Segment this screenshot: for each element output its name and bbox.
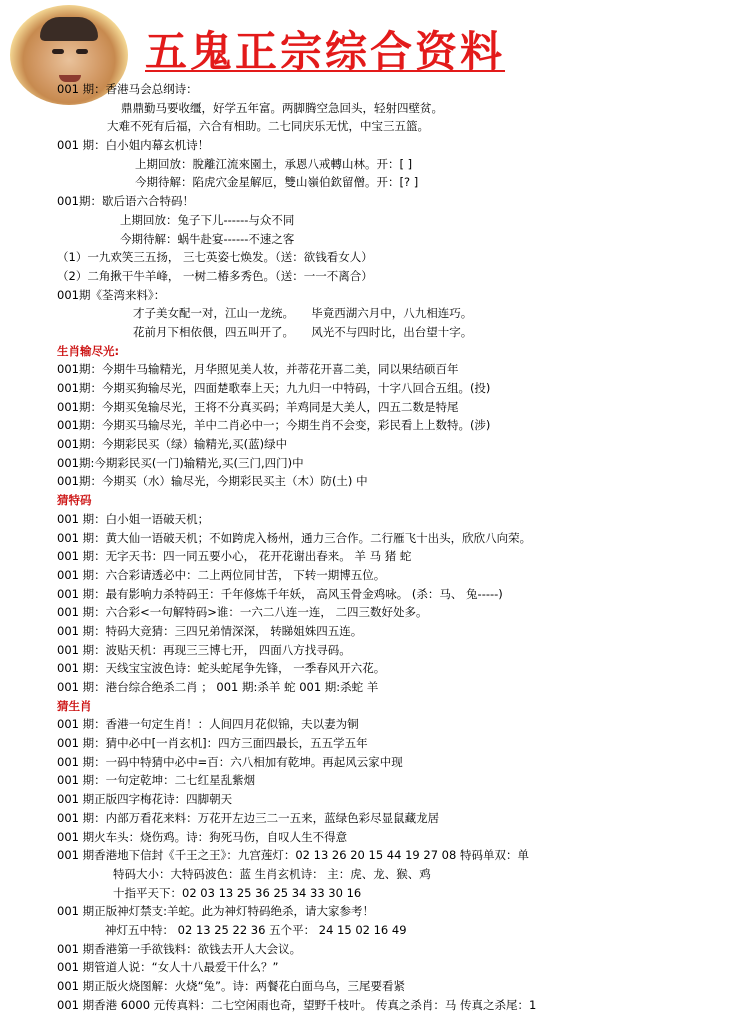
avatar-hair [40,17,98,41]
text-line: 001 期：白小姐内幕玄机诗！ [57,138,210,153]
avatar-right-eye [76,49,88,54]
text-line: 001 期：猜中必中[一肖玄机]：四方三面四最长，五五学五年 [57,736,368,751]
text-line: 001期：今期买马输尽光，羊中二肖必中一；今期生肖不会变，彩民看上上数特。(涉) [57,418,491,433]
text-line: 大难不死有后福，六合有相助。二七同庆乐无忧，中宝三五篮。 [107,119,429,134]
text-line: 001 期：香港一句定生肖！：人间四月花似锦，夫以妻为铜 [57,717,359,732]
section-heading: 生肖输尽光: [57,343,120,358]
text-line: 001 期：香港马会总纲诗： [57,82,198,96]
text-line: 今期待解：陷虎穴金星解厄，雙山嶺伯欽留僧。开：[? ] [135,175,419,190]
text-line: 001期：今期买兔输尽光，王将不分真买码；羊鸡同是大美人，四五二数是特尾 [57,399,459,414]
text-line: 001期:今期彩民买(一门)输精光,买(三门,四门)中 [57,455,304,470]
text-line: 特码大小：大特码波色：蓝 生肖玄机诗： 主：虎、龙、猴、鸡 [113,866,431,881]
text-line: 001 期：最有影响力杀特码王：千年修炼千年妖， 高风玉骨金鸡咏。 (杀：马、 兔-----) [57,586,503,601]
text-line: 今期待解：蜗牛赴宴------不速之客 [120,231,295,246]
text-line: 001 期管道人说：“女人十八最爱干什么？” [57,960,279,975]
text-line: 001 期正版四字梅花诗：四脚朝天 [57,792,233,807]
content-body [57,80,737,1014]
text-line: 001 期火车头：烧伤鸡。诗：狗死马伤，自叹人生不得意 [57,829,348,844]
text-line: 001 期：六合彩<一句解特码>谁：一六二八连一连， 二四三数好处多。 [57,605,428,620]
text-line: 001 期：六合彩请透必中：二上两位同甘苦， 下转一期博五位。 [57,567,386,582]
text-line: 001 期：黄大仙一语破天机；不如跨虎入杨州，通力三合作。二行雁飞十出头，欣欣八向荣。 [57,530,532,545]
text-line: （2）二角揪干牛羊峰， 一树二椿多秀色。（送：一一不离合） [57,268,373,283]
text-line: 001期：今期买狗输尽光，四面楚歌奉上天；九九归一中特码，十字八回合五组。(投) [57,381,491,395]
text-line: 001 期：一码中特猜中必中=百：六八相加有乾坤。再起风云家中现 [57,754,403,769]
text-line: 鼎鼎勤马要收缰，好学五年富。两脚腾空急回头，轻射四壁贫。 [121,100,443,115]
text-line: 001 期：内部万看花来料：万花开左边三二一五来，蓝绿色彩尽显鼠藏龙居 [57,810,440,825]
text-line: 才子美女配一对，江山一龙统。 毕竟西湖六月中，八九相连巧。 [133,306,473,321]
text-line: 001期：今期牛马输精光，月华照见美人妆，并蒂花开喜二美，同以果结硕百年 [57,362,459,377]
text-line: 001 期：波贴天机：再现三三博七开， 四面八方找寻码。 [57,642,351,657]
text-line: 001 期：一句定乾坤：二七红星乱紫烟 [57,773,256,788]
text-line: 001 期香港 6000 元传真料：二七空闲雨也奇，望野千枝叶。 传真之杀肖：马 传真之杀尾：1 [57,997,537,1012]
page-title: 五鬼正宗综合资料 [145,27,506,76]
text-line: 001期《荃湾来料》： [57,287,166,302]
section-heading: 猜特码 [57,493,92,508]
text-line: 001 期正版神灯禁支:羊蛇。此为神灯特码绝杀，请大家参考！ [57,904,374,919]
text-line: 001 期：无字天书：四一同五要小心， 花开花谢出春来。 羊 马 猪 蛇 [57,549,412,564]
text-line: 十指平天下：02 03 13 25 36 25 34 33 30 16 [113,885,362,900]
text-line: 001 期正版火烧图解：火烧“兔”。诗：两餐花白面乌乌，三尾要看紧 [57,979,406,993]
text-line: 上期回放：兔子下儿------与众不同 [120,212,295,227]
text-line: 001 期：白小姐一语破天机； [57,511,210,526]
text-line: 上期回放：脫離江流來園土，承恩八戒轉山林。开：[ ] [135,156,413,171]
text-line: 神灯五中特： 02 13 25 22 36 五个平： 24 15 02 16 49 [105,922,407,937]
text-line: （1）一九欢笑三五扬， 三七英姿七焕发。（送：欲钱看女人） [57,250,373,265]
text-line: 001 期香港地下信封《千王之王》：九宫莲灯：02 13 26 20 15 44 19 27 08 特码单双：单 [57,848,529,863]
text-line: 001期：今期彩民买（绿）输精光,买(蓝)绿中 [57,437,288,452]
text-line: 001 期：港台综合绝杀二肖 ； 001 期:杀羊 蛇 001 期:杀蛇 羊 [57,680,379,694]
text-line: 001期：今期买（水）输尽光，今期彩民买主（木）防(土) 中 [57,474,368,489]
text-line: 001期：歇后语六合特码！ [57,194,194,209]
text-line: 001 期：天线宝宝波色诗：蛇头蛇尾争先锋， 一季春风开六花。 [57,661,386,676]
section-heading: 猜生肖 [57,698,92,713]
text-line: 花前月下相依偎，四五叫开了。 风光不与四时比，出台望十字。 [133,324,473,339]
text-line: 001 期：特码大竞猜：三四兄弟情深深， 转睇姐姝四五连。 [57,623,363,638]
avatar-left-eye [52,49,64,54]
text-line: 001 期香港第一手欲钱料：欲钱去开人大会议。 [57,941,302,956]
